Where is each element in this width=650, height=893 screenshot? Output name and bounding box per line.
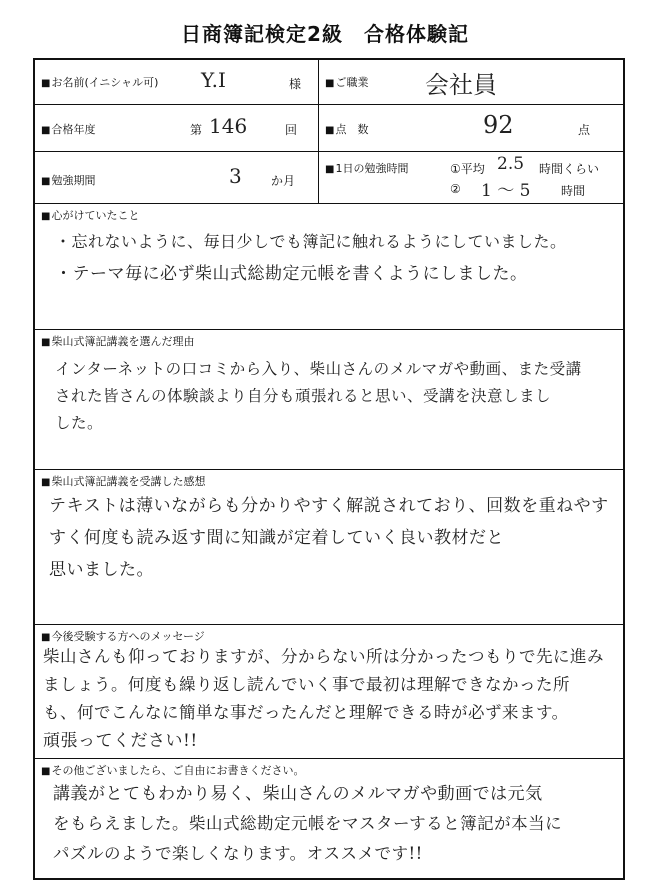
daily-range-value: 1 ～ 5 <box>481 181 531 201</box>
year-value: 146 <box>209 114 248 138</box>
section-message-lines <box>43 643 617 755</box>
score-value: 92 <box>483 111 514 139</box>
period-suffix: か月 <box>271 174 296 188</box>
section-impression-lines <box>49 490 609 586</box>
job-value: 会社員 <box>425 71 497 99</box>
text-line: ・テーマ毎に必ず柴山式総勘定元帳を書くようにしました。 <box>55 264 528 284</box>
name-label: ■お名前(イニシャル可) <box>41 76 159 89</box>
row-period-daily <box>35 152 623 204</box>
row-name-job <box>35 60 623 105</box>
section-message-label: ■今後受験する方へのメッセージ <box>41 630 205 643</box>
text-line: すく何度も読み返す間に知識が定着していく良い教材だと <box>49 528 504 548</box>
divider <box>318 105 319 151</box>
daily-label: ■1日の勉強時間 <box>325 162 409 175</box>
text-line: 頑張ってください!! <box>43 731 198 751</box>
score-suffix: 点 <box>578 123 591 137</box>
name-value: Y.I <box>201 68 226 92</box>
score-label: ■点 数 <box>325 123 369 136</box>
text-line: 柴山さんも仰っておりますが、分からない所は分かったつもりで先に進み <box>43 647 604 666</box>
divider <box>318 60 319 104</box>
section-mindset <box>35 204 623 330</box>
daily-range-suffix: 時間 <box>561 184 586 198</box>
daily-avg-value: 2.5 <box>497 154 525 174</box>
job-label: ■ご職業 <box>325 76 369 89</box>
text-line: 思いました。 <box>49 560 154 580</box>
year-suffix: 回 <box>285 123 298 137</box>
text-line: した。 <box>55 414 104 432</box>
period-value: 3 <box>229 164 242 188</box>
section-other-label: ■その他ございましたら、ご自由にお書きください。 <box>41 764 305 777</box>
section-impression-label: ■柴山式簿記講義を受講した感想 <box>41 475 206 488</box>
text-line: も、何でこんなに簡単な事だったんだと理解できる時が必ず来ます。 <box>43 703 569 722</box>
divider <box>318 152 319 203</box>
row-year-score <box>35 105 623 152</box>
text-line: テキストは薄いながらも分かりやすく解説されており、回数を重ねやす <box>49 496 609 516</box>
section-reason-label: ■柴山式簿記講義を選んだ理由 <box>41 335 195 348</box>
period-label: ■勉強期間 <box>41 174 96 187</box>
daily-avg-suffix: 時間くらい <box>539 162 600 176</box>
text-line: された皆さんの体験談より自分も頑張れると思い、受講を決意しまし <box>55 387 552 405</box>
year-prefix: 第 <box>190 123 203 137</box>
text-line: をもらえました。柴山式総勘定元帳をマスターすると簿記が本当に <box>53 814 563 833</box>
name-suffix: 様 <box>289 77 302 91</box>
text-line: パズルのようで楽しくなります。オススメです!! <box>53 844 423 863</box>
text-line: ましょう。何度も繰り返し読んでいく事で最初は理解できなかった所 <box>43 675 570 694</box>
year-label: ■合格年度 <box>41 123 96 136</box>
section-other-lines <box>53 779 617 869</box>
section-other <box>35 759 623 882</box>
text-line: インターネットの口コミから入り、柴山さんのメルマガや動画、また受講 <box>55 360 582 378</box>
daily-avg-prefix: ①平均 <box>450 162 485 176</box>
experience-form <box>33 58 625 880</box>
text-line: ・忘れないように、毎日少しでも簿記に触れるようにしていました。 <box>55 232 567 251</box>
section-mindset-label: ■心がけていたこと <box>41 209 140 222</box>
section-reason-lines <box>55 356 609 437</box>
section-message <box>35 625 623 759</box>
page-title: 日商簿記検定2級 合格体験記 <box>181 22 469 46</box>
section-reason <box>35 330 623 470</box>
text-line: 講義がとてもわかり易く、柴山さんのメルマガや動画では元気 <box>53 784 543 804</box>
section-mindset-lines <box>55 226 609 290</box>
section-impression <box>35 470 623 625</box>
daily-range-prefix: ② <box>450 182 461 196</box>
